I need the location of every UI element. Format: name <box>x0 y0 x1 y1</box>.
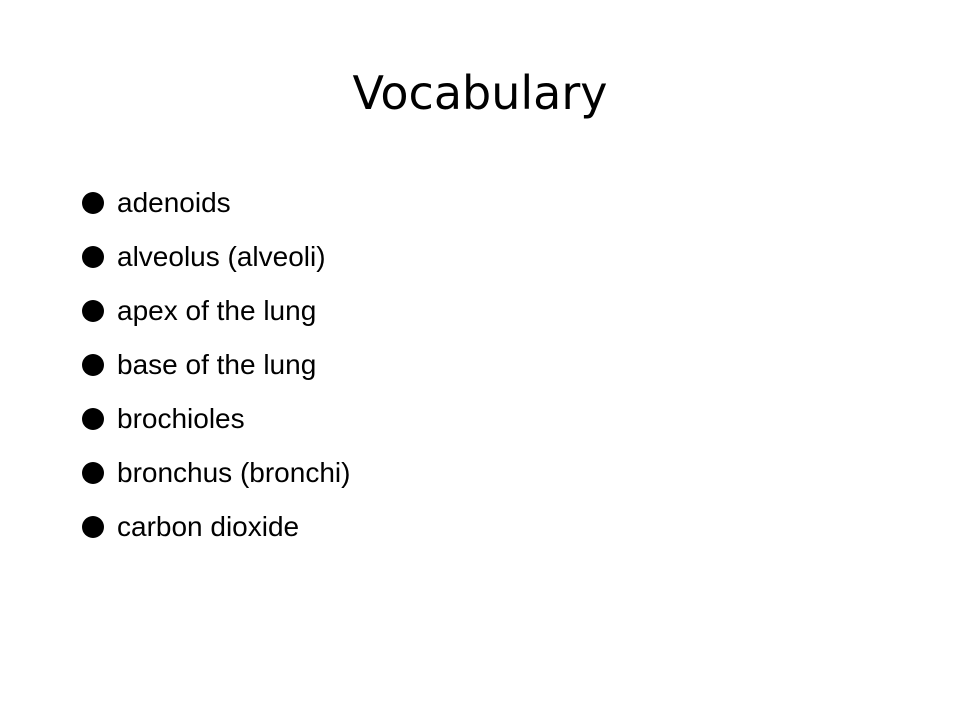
bullet-icon <box>82 516 104 538</box>
bullet-icon <box>82 192 104 214</box>
bullet-icon <box>82 246 104 268</box>
list-item-label: bronchus (bronchi) <box>117 457 351 488</box>
bullet-icon <box>82 462 104 484</box>
list-item <box>82 176 350 230</box>
list-item <box>82 284 350 338</box>
list-item-label: brochioles <box>117 403 245 434</box>
list-item-label: alveolus (alveoli) <box>117 241 326 272</box>
vocabulary-list <box>82 176 350 554</box>
list-item-label: carbon dioxide <box>117 511 300 542</box>
bullet-icon <box>82 408 104 430</box>
list-item <box>82 338 350 392</box>
bullet-icon <box>82 300 104 322</box>
list-item <box>82 446 350 500</box>
list-item-label: adenoids <box>117 187 231 218</box>
slide-title: Vocabulary <box>352 66 608 120</box>
list-item <box>82 500 350 554</box>
bullet-icon <box>82 354 104 376</box>
list-item <box>82 392 350 446</box>
list-item-label: base of the lung <box>117 349 317 380</box>
list-item-label: apex of the lung <box>117 295 317 326</box>
list-item <box>82 230 350 284</box>
